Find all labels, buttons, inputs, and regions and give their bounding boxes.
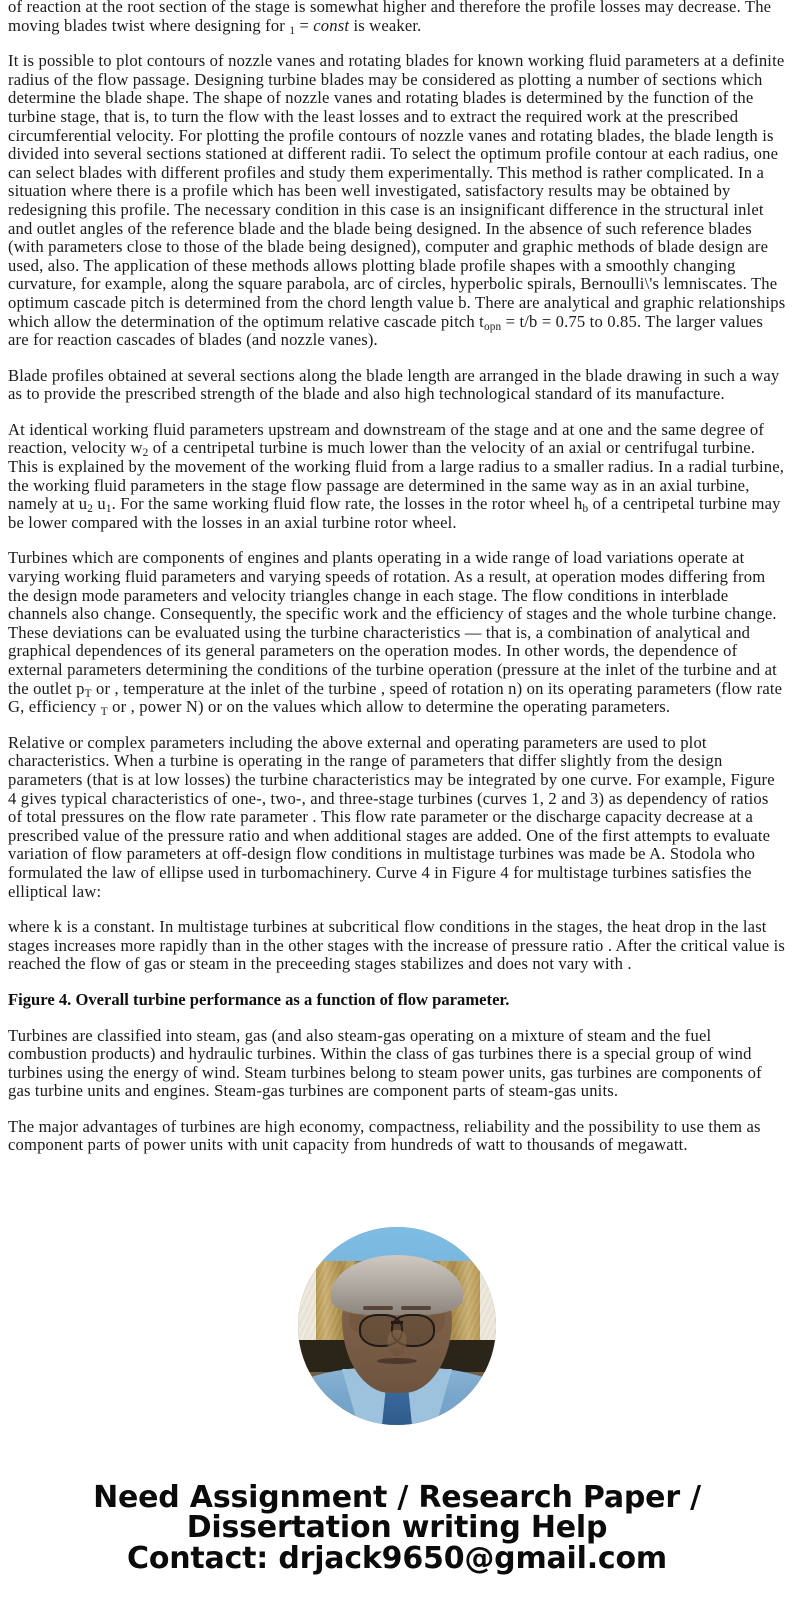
paragraph-4-segment-5: of a centripetal turbine may be lower compared with the losses in an axial turbine rotor wheel. <box>8 494 781 532</box>
paragraph-1-text-before: of reaction at the root section of the stage is somewhat higher and therefore the profile losses may decrease. The moving blades twist where designing for <box>8 0 772 35</box>
promo-block <box>0 1480 794 1599</box>
paragraph-5-segment-1: Turbines which are components of engines and plants operating in a wide range of load variations operate at varying working fluid parameters and varying speeds of rotation. As a result, at operation modes differing from the design mode parameters and velocity triangles change in each stage. The flow conditions in interblade channels also change. Consequently, the specific work and the efficiency of stages and the whole turbine change. These deviations can be evaluated using the turbine characteristics — that is, a combination of analytical and graphical dependences of its general parameters on the operation modes. In other words, the dependence of external parameters determining the conditions of the turbine operation (pressure at the inlet of the turbine and at the outlet p <box>8 548 777 698</box>
portrait-container <box>0 1227 794 1425</box>
paragraph-1-text-mid: = <box>295 15 314 35</box>
paragraph-5-subscript-pT: T <box>84 687 92 700</box>
paragraph-1-italic: const <box>313 15 350 35</box>
portrait-nose <box>388 1330 407 1356</box>
paragraph-4 <box>8 421 786 533</box>
paragraph-2-text: It is possible to plot contours of nozzle vanes and rotating blades for known working fluid parameters at a definite radius of the flow passage. Designing turbine blades may be considered as plotting a number of sections which determine the blade shape. The shape of nozzle vanes and rotating blades is determined by the function of the turbine stage, that is, to turn the flow with the least losses and to extract the required work at the prescribed circumferential velocity. For plotting the profile contours of nozzle vanes and rotating blades, the blade length is divided into several sections stationed at different radii. To select the optimum profile contour at each radius, one can select blades with different profiles and study them experimentally. This method is rather complicated. In a situation where there is a profile which has been well investigated, satisfactory results may be obtained by redesigning this profile. The necessary condition in this case is an insignificant difference in the structural inlet and outlet angles of the reference blade and the blade being designed. In the absence of such reference blades (with parameters close to those of the blade being designed), computer and graphic methods of blade design are used, also. The application of these methods allows plotting blade profile shapes with a smoothly changing curvature, for example, along the square parabola, arc of circles, hyperbolic spirals, Bernoulli\'s lemniscates. The optimum cascade pitch is determined from the chord length value b. There are analytical and graphic relationships which allow the determination of the optimum relative cascade pitch t <box>8 51 786 331</box>
paragraph-1-subscript-1: 1 <box>289 24 296 37</box>
paragraph-9-text: The major advantages of turbines are high economy, compactness, reliability and the possibility to use them as component parts of power units with unit capacity from hundreds of watt to thousands of megawatt. <box>8 1116 761 1155</box>
paragraph-5-subscript-etaT: T <box>100 706 108 719</box>
paragraph-6 <box>8 734 786 901</box>
paragraph-5-segment-2: or , temperature at the inlet of the turbine , speed of rotation n) on its operating parameters (flow rate G, efficiency <box>8 678 783 717</box>
paragraph-8 <box>8 1027 786 1101</box>
portrait-mouth <box>377 1358 417 1364</box>
paragraph-1 <box>8 0 786 35</box>
portrait-eyebrow-left <box>363 1306 393 1310</box>
paragraph-4-subscript-u2: 2 <box>87 503 94 516</box>
portrait-eyebrow-right <box>401 1306 431 1310</box>
paragraph-9 <box>8 1118 786 1155</box>
portrait-eyeglass-bridge <box>391 1321 403 1324</box>
paragraph-2-text-after: = t/b = 0.75 to 0.85. The larger values are for reaction cascades of blades (and nozzle vanes). <box>8 311 763 350</box>
paragraph-5-segment-3: or , power N) or on the values which allow to determine the operating parameters. <box>107 697 671 717</box>
paragraph-5 <box>8 548 786 719</box>
paragraph-4-subscript-hb: b <box>582 503 589 516</box>
promo-contact: Contact: drjack9650@gmail.com <box>127 1541 667 1577</box>
paragraph-3 <box>8 367 786 404</box>
paragraph-4-segment-1: At identical working fluid parameters upstream and downstream of the stage and at one and the same degree of reaction, velocity w <box>8 419 765 458</box>
paragraph-6-text: Relative or complex parameters including the above external and operating parameters are used to plot characteristics. When a turbine is operating in the range of parameters that differ slightly from the design parameters (that is at low losses) the turbine characteristics may be integrated by one curve. For example, Figure 4 gives typical characteristics of one-, two-, and three-stage turbines (curves 1, 2 and 3) as dependency of ratios of total pressures on the flow rate parameter . This flow rate parameter or the discharge capacity decrease at a prescribed value of the pressure ratio and when additional stages are added. One of the first attempts to evaluate variation of flow parameters at off-design flow conditions in multistage turbines was made be A. Stodola who formulated the law of ellipse used in turbomachinery. Curve 4 in Figure 4 for multistage turbines satisfies the elliptical law: <box>8 732 775 901</box>
paragraph-4-segment-3: u <box>93 494 106 514</box>
paragraph-2-subscript-opn: opn <box>483 320 502 333</box>
paragraph-4-segment-2: of a centripetal turbine is much lower than the velocity of an axial or centrifugal turbine. This is explained by the movement of the working fluid from a large radius to a smaller radius. In a radial turbine, the working fluid parameters in the stage flow passage are determined in the same way as in an axial turbine, namely at u <box>8 438 785 514</box>
paragraph-3-text: Blade profiles obtained at several sections along the blade length are arranged in the blade drawing in such a way as to provide the prescribed strength of the blade and also high technological standard of its manufacture. <box>8 365 780 404</box>
figure-caption: Figure 4. Overall turbine performance as a function of flow parameter. <box>8 989 510 1009</box>
paragraph-7 <box>8 918 786 974</box>
paragraph-7-text: where k is a constant. In multistage turbines at subcritical flow conditions in the stages, the heat drop in the last stages increases more rapidly than in the other stages with the increase of pressure ratio . After the critical value is reached the flow of gas or steam in the preceeding stages stabilizes and does not vary with . <box>8 917 785 974</box>
paragraph-4-subscript-w2: 2 <box>142 447 149 460</box>
paragraph-8-text: Turbines are classified into steam, gas (and also steam-gas operating on a mixture of steam and the fuel combustion products) and hydraulic turbines. Within the class of gas turbines there is a special group of wind turbines using the energy of wind. Steam turbines belong to steam power units, gas turbines are components of gas turbine units and engines. Steam-gas turbines are component parts of steam-gas units. <box>8 1025 762 1101</box>
author-portrait-photo <box>298 1227 496 1425</box>
paragraph-2 <box>8 52 786 350</box>
promo-headline: Need Assignment / Research Paper / Dissertation writing Help <box>93 1480 701 1546</box>
paragraph-4-segment-4: . For the same working fluid flow rate, the losses in the rotor wheel h <box>111 494 583 514</box>
paragraph-4-subscript-u1: 1 <box>105 503 112 516</box>
paragraph-1-text-after: is weaker. <box>349 15 422 35</box>
